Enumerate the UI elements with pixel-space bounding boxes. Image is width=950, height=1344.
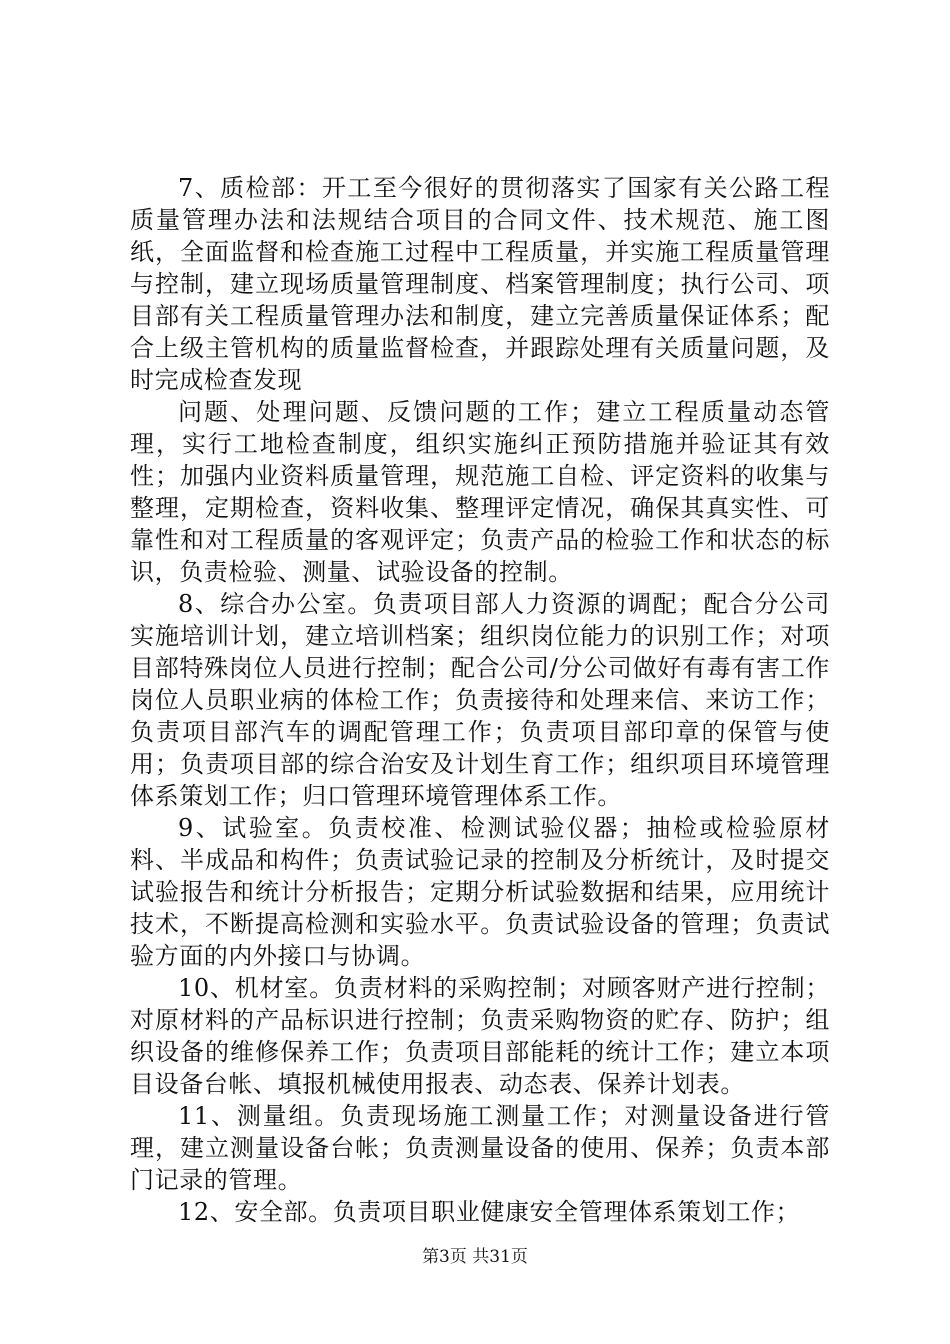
paragraph-quality-inspection: 7、质检部：开工至今很好的贯彻落实了国家有关公路工程质量管理办法和法规结合项目的合同文件、技术规范、施工图纸，全面监督和检查施工过程中工程质量，并实施工程质量管理与控制，建立现场质量管理制度、档案管理制度；执行公司、项目部有关工程质量管理办法和制度，建立完善质量保证体系；配合上级主管机构的质量监督检查，并跟踪处理有关质量问题，及时完成检查发现 xyxy=(130,174,830,394)
paragraph-general-office: 8、综合办公室。负责项目部人力资源的调配；配合分公司实施培训计划，建立培训档案；组织岗位能力的识别工作；对项目部特殊岗位人员进行控制；配合公司/分公司做好有毒有害工作岗位人员职业病的体检工作；负责接待和处理来信、来访工作；负责项目部汽车的调配管理工作；负责项目部印章的保管与使用；负责项目部的综合治安及计划生育工作；组织项目环境管理体系策划工作；归口管理环境管理体系工作。 xyxy=(130,590,830,810)
paragraph-safety-department: 12、安全部。负责项目职业健康安全管理体系策划工作； xyxy=(178,1198,801,1226)
document-body xyxy=(130,172,830,1228)
paragraph-laboratory: 9、试验室。负责校准、检测试验仪器；抽检或检验原材料、半成品和构件；负责试验记录的控制及分析统计，及时提交试验报告和统计分析报告；定期分析试验数据和结果，应用统计技术，不断提高检测和实验水平。负责试验设备的管理；负责试验方面的内外接口与协调。 xyxy=(130,814,830,970)
paragraph-materials-room: 10、机材室。负责材料的采购控制；对顾客财产进行控制；对原材料的产品标识进行控制；负责采购物资的贮存、防护；组织设备的维修保养工作；负责项目部能耗的统计工作；建立本项目设备台帐、填报机械使用报表、动态表、保养计划表。 xyxy=(130,974,830,1098)
paragraph-quality-inspection-continued: 问题、处理问题、反馈问题的工作；建立工程质量动态管理，实行工地检查制度，组织实施纠正预防措施并验证其有效性；加强内业资料质量管理，规范施工自检、评定资料的收集与整理，定期检查，资料收集、整理评定情况，确保其真实性、可靠性和对工程质量的客观评定；负责产品的检验工作和状态的标识，负责检验、测量、试验设备的控制。 xyxy=(130,398,830,586)
paragraph-survey-team: 11、测量组。负责现场施工测量工作；对测量设备进行管理，建立测量设备台帐；负责测量设备的使用、保养；负责本部门记录的管理。 xyxy=(130,1102,830,1194)
page-number-footer: 第3页 共31页 xyxy=(422,1247,528,1267)
